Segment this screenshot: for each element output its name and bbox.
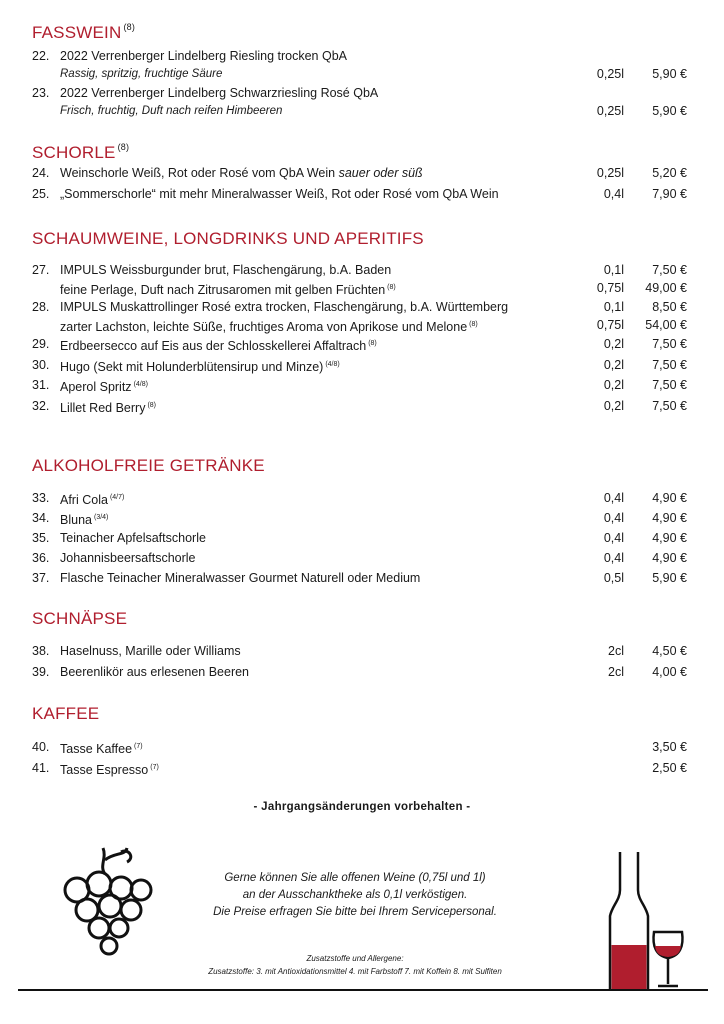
item-price: 2,50 € — [652, 761, 687, 775]
item-description: Frisch, fruchtig, Duft nach reifen Himbeeren — [60, 105, 283, 117]
section-title-fasswein — [32, 22, 135, 43]
item-name-text: Tasse Kaffee — [60, 742, 133, 756]
item-price: 7,50 € — [652, 337, 687, 351]
item-quantity: 0,5l — [603, 571, 624, 585]
item-name-text: Afri Cola — [60, 493, 108, 507]
menu-item — [0, 550, 724, 566]
item-name-text: Hugo (Sekt mit Holunderblütensirup und Minze) — [60, 360, 324, 374]
item-name: Flasche Teinacher Mineralwasser Gourmet Naturell oder Medium — [60, 571, 421, 585]
item-quantity: 0,25l — [596, 104, 624, 118]
item-number: 24. — [32, 166, 50, 180]
menu-item — [0, 317, 724, 333]
item-name: 2022 Verrenberger Lindelberg Riesling trocken QbA — [60, 49, 347, 63]
item-price: 4,00 € — [652, 665, 687, 679]
menu-item — [0, 280, 724, 296]
section-title-schorle — [32, 142, 129, 163]
item-price: 4,90 € — [652, 551, 687, 565]
item-name-text: Erdbeersecco auf Eis aus der Schlosskellerei Affaltrach — [60, 339, 367, 353]
item-price: 54,00 € — [645, 318, 687, 332]
menu-item — [0, 336, 724, 352]
section-title-text: ALKOHOLFREIE GETRÄNKE — [32, 456, 265, 475]
item-name — [60, 377, 148, 395]
item-number: 41. — [32, 761, 50, 775]
item-price: 4,90 € — [652, 531, 687, 545]
additive-note: (8) — [469, 321, 478, 328]
item-name — [60, 357, 340, 375]
item-name-text: Weinschorle Weiß, Rot oder Rosé vom QbA Wein — [60, 166, 336, 180]
info-line: Gerne können Sie alle offenen Weine (0,75l und 1l) — [224, 872, 486, 884]
item-name-italic: sauer oder süß — [338, 166, 423, 180]
menu-item — [0, 299, 724, 315]
item-quantity: 0,75l — [596, 281, 624, 295]
menu-item — [0, 357, 724, 373]
item-price: 5,90 € — [652, 104, 687, 118]
item-quantity: 0,4l — [603, 531, 624, 545]
item-quantity: 2cl — [608, 665, 624, 679]
item-number: 39. — [32, 665, 50, 679]
info-line: Die Preise erfragen Sie bitte bei Ihrem Servicepersonal. — [213, 906, 497, 918]
menu-item — [0, 165, 724, 181]
menu-item — [0, 186, 724, 202]
item-name-text: Aperol Spritz — [60, 380, 132, 394]
item-number: 27. — [32, 263, 50, 277]
item-name: Johannisbeersaftschorle — [60, 551, 196, 565]
item-name — [60, 336, 377, 354]
item-quantity: 0,2l — [603, 378, 624, 392]
item-name-text: Lillet Red Berry — [60, 401, 146, 415]
item-quantity: 0,1l — [603, 263, 624, 277]
additive-note: (8) — [387, 284, 396, 291]
section-title-schaumweine — [32, 229, 424, 249]
item-quantity: 0,2l — [603, 399, 624, 413]
additives-title: Zusatzstoffe und Allergene: — [306, 954, 404, 963]
item-name-text: Tasse Espresso — [60, 763, 149, 777]
item-quantity: 0,1l — [603, 300, 624, 314]
item-quantity: 0,75l — [596, 318, 624, 332]
item-quantity: 0,2l — [603, 358, 624, 372]
item-number: 35. — [32, 531, 50, 545]
item-name — [60, 490, 124, 508]
item-number: 38. — [32, 644, 50, 658]
item-name-text: Bluna — [60, 513, 92, 527]
section-title-text: SCHAUMWEINE, LONGDRINKS UND APERITIFS — [32, 229, 424, 248]
item-quantity: 0,25l — [596, 166, 624, 180]
wine-tasting-info — [200, 870, 510, 921]
item-number: 37. — [32, 571, 50, 585]
item-price: 4,50 € — [652, 644, 687, 658]
item-name — [60, 739, 143, 757]
item-name — [60, 280, 396, 298]
additive-note: (8) — [147, 402, 157, 409]
grapes-icon — [55, 840, 165, 960]
section-title-schnaepse — [32, 609, 127, 629]
item-name — [60, 398, 156, 416]
item-number: 30. — [32, 358, 50, 372]
item-quantity: 0,4l — [603, 491, 624, 505]
item-name: Teinacher Apfelsaftschorle — [60, 531, 206, 545]
item-price: 8,50 € — [652, 300, 687, 314]
footer-divider — [18, 989, 708, 991]
item-name-text: feine Perlage, Duft nach Zitrusaromen mit gelben Früchten — [60, 283, 386, 297]
item-number: 40. — [32, 740, 50, 754]
additive-note: (4/8) — [133, 381, 148, 388]
item-number: 22. — [32, 49, 50, 63]
menu-item — [0, 530, 724, 546]
item-number: 29. — [32, 337, 50, 351]
menu-item — [0, 510, 724, 526]
wine-fill — [612, 945, 647, 989]
menu-item — [0, 664, 724, 680]
additive-note: (7) — [150, 764, 159, 771]
item-quantity: 0,4l — [603, 511, 624, 525]
additive-note: (8) — [117, 142, 130, 152]
menu-item — [0, 262, 724, 278]
item-number: 25. — [32, 187, 50, 201]
additive-note: (3/4) — [93, 514, 109, 521]
item-name — [60, 317, 478, 335]
menu-item — [0, 48, 724, 64]
additives-list: Zusatzstoffe: 3. mit Antioxidationsmittel 4. mit Farbstoff 7. mit Koffein 8. mit Sulfiten — [208, 967, 502, 976]
item-price: 7,50 € — [652, 378, 687, 392]
item-quantity: 0,25l — [596, 67, 624, 81]
item-quantity: 0,4l — [603, 551, 624, 565]
section-title-text: SCHORLE — [32, 143, 116, 162]
section-title-alkoholfrei — [32, 456, 265, 476]
menu-item — [0, 85, 724, 101]
item-name: IMPULS Muskattrollinger Rosé extra trocken, Flaschengärung, b.A. Württemberg — [60, 300, 509, 314]
item-number: 32. — [32, 399, 50, 413]
item-name: IMPULS Weissburgunder brut, Flaschengärung, b.A. Baden — [60, 263, 392, 277]
info-line: an der Ausschanktheke als 0,1l verköstigen. — [242, 889, 468, 901]
section-title-text: KAFFEE — [32, 704, 100, 723]
item-price: 5,20 € — [652, 166, 687, 180]
item-quantity: 0,4l — [603, 187, 624, 201]
menu-item — [0, 570, 724, 586]
menu-item — [0, 398, 724, 414]
item-number: 36. — [32, 551, 50, 565]
additive-note: (7) — [134, 743, 143, 750]
item-price: 7,50 € — [652, 358, 687, 372]
item-price: 7,50 € — [652, 263, 687, 277]
item-price: 7,90 € — [652, 187, 687, 201]
item-price: 5,90 € — [652, 67, 687, 81]
item-name: Beerenlikör aus erlesenen Beeren — [60, 665, 250, 679]
item-name: Haselnuss, Marille oder Williams — [60, 644, 241, 658]
item-number: 28. — [32, 300, 50, 314]
additive-note: (8) — [123, 22, 136, 32]
item-quantity: 0,2l — [603, 337, 624, 351]
item-quantity: 2cl — [608, 644, 624, 658]
menu-item — [0, 739, 724, 755]
item-name: „Sommerschorle“ mit mehr Mineralwasser Weiß, Rot oder Rosé vom QbA Wein — [60, 187, 499, 201]
menu-item — [0, 490, 724, 506]
additive-note: (8) — [368, 340, 377, 347]
section-title-kaffee — [32, 704, 99, 724]
wine-bottle-glass-icon — [598, 850, 698, 990]
section-title-text: FASSWEIN — [32, 23, 122, 42]
item-name-text: zarter Lachston, leichte Süße, fruchtiges Aroma von Aprikose und Melone — [60, 320, 468, 334]
item-price: 4,90 € — [652, 491, 687, 505]
item-name — [60, 510, 108, 528]
item-name — [60, 165, 423, 181]
vintage-note: - Jahrgangsänderungen vorbehalten - — [253, 801, 471, 813]
item-price: 4,90 € — [652, 511, 687, 525]
item-description: Rassig, spritzig, fruchtige Säure — [60, 68, 223, 80]
item-number: 23. — [32, 86, 50, 100]
additive-note: (4/7) — [109, 494, 125, 501]
item-name: 2022 Verrenberger Lindelberg Schwarzriesling Rosé QbA — [60, 86, 379, 100]
item-name — [60, 760, 159, 778]
item-price: 5,90 € — [652, 571, 687, 585]
menu-item — [0, 760, 724, 776]
item-price: 7,50 € — [652, 399, 687, 413]
menu-item — [0, 377, 724, 393]
additive-note: (4/8) — [325, 361, 340, 368]
menu-item-description-row — [0, 66, 724, 82]
item-number: 31. — [32, 378, 50, 392]
menu-item — [0, 643, 724, 659]
item-number: 34. — [32, 511, 50, 525]
item-number: 33. — [32, 491, 50, 505]
section-title-text: SCHNÄPSE — [32, 609, 128, 628]
menu-item-description-row — [0, 103, 724, 119]
item-price: 49,00 € — [645, 281, 687, 295]
item-price: 3,50 € — [652, 740, 687, 754]
